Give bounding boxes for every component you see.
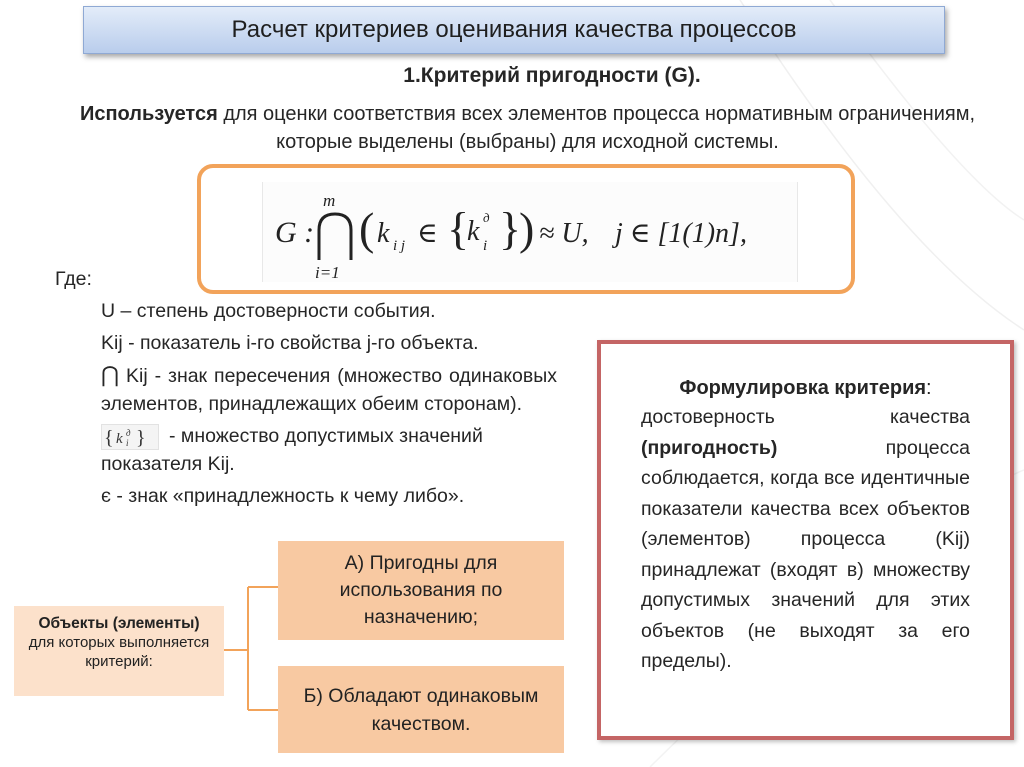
objects-box-text: для которых выполняется критерий: (28, 634, 210, 670)
objects-box (14, 606, 224, 696)
svg-text:i: i (483, 238, 488, 254)
formula-lower-limit: i=1 (315, 263, 340, 282)
svg-text:): ) (519, 203, 535, 254)
formulation-body-part1: достоверность качества (641, 406, 970, 428)
kij-definition: Kij - показатель i-го свойства j-го объекта. (101, 332, 479, 354)
formulation-box (597, 340, 1014, 740)
formulation-body-part2: процесса соблюдается, когда все идентичные показатели качества всех объектов (элементов) процесса (Kij) принадлежат (входят в) множеству допустимых значений для этих объектов (не выходят за его пределы). (641, 436, 970, 672)
intro-text: для оценки соответствия всех элементов процесса нормативным ограничениям, которые выделены (выбраны) для исходной системы. (217, 103, 976, 153)
formulation-body (641, 402, 970, 677)
svg-text:}: } (499, 203, 522, 254)
svg-text:i j: i j (393, 238, 406, 254)
intersection-text: Kij - знак пересечения (множество одинаковых элементов, принадлежащих обеим сторонам). (101, 365, 558, 415)
slide-title: Расчет критериев оценивания качества процессов (231, 16, 797, 43)
formula-element-of: ∈ (417, 218, 438, 249)
bracket-connector (224, 585, 284, 715)
set-definition (55, 422, 557, 478)
intersection-icon: ⋂ (101, 362, 120, 387)
intro-emphasis: Используется (79, 103, 218, 125)
svg-text:}: } (136, 426, 146, 449)
svg-text:д: д (483, 210, 490, 225)
formula-k-set: k (467, 216, 480, 247)
svg-text:д: д (126, 427, 131, 438)
set-definition-text: - множество допустимых значений показателя Kij. (101, 425, 483, 475)
outcome-box-a: А) Пригодны для использования по назначению; (278, 541, 564, 640)
formulation-body-bold: (пригодность) (641, 436, 778, 459)
set-symbol-icon (101, 424, 159, 450)
formula-lhs: G : (275, 216, 315, 249)
formula-k-ij: k (377, 218, 390, 249)
svg-text:i: i (126, 437, 129, 448)
where-definitions (55, 265, 557, 514)
formula-j-range: j ∈ [1(1)n], (615, 218, 747, 249)
svg-text:{: { (104, 426, 114, 449)
criterion-heading: 1.Критерий пригодности (G). (403, 64, 701, 87)
formulation-colon: : (926, 377, 932, 399)
intro-paragraph (60, 100, 995, 156)
outcome-box-b: Б) Обладают одинаковым качеством. (278, 666, 564, 753)
svg-text:(: ( (359, 203, 375, 254)
big-cap-symbol (319, 214, 351, 260)
formula-upper-limit: m (323, 191, 336, 210)
u-definition: U – степень достоверности события. (101, 300, 436, 322)
objects-box-title: Объекты (элементы) (38, 615, 200, 632)
formula-approx: ≈ U, (539, 218, 589, 249)
epsilon-definition: є - знак «принадлежность к чему либо». (101, 485, 465, 507)
svg-text:k: k (116, 430, 123, 447)
svg-text:{: { (447, 203, 470, 254)
where-label: Где: (55, 268, 92, 290)
slide-title-bar (83, 6, 945, 54)
formulation-title (641, 374, 970, 402)
formulation-title-text: Формулировка критерия (679, 377, 927, 399)
intersection-definition (55, 361, 557, 418)
